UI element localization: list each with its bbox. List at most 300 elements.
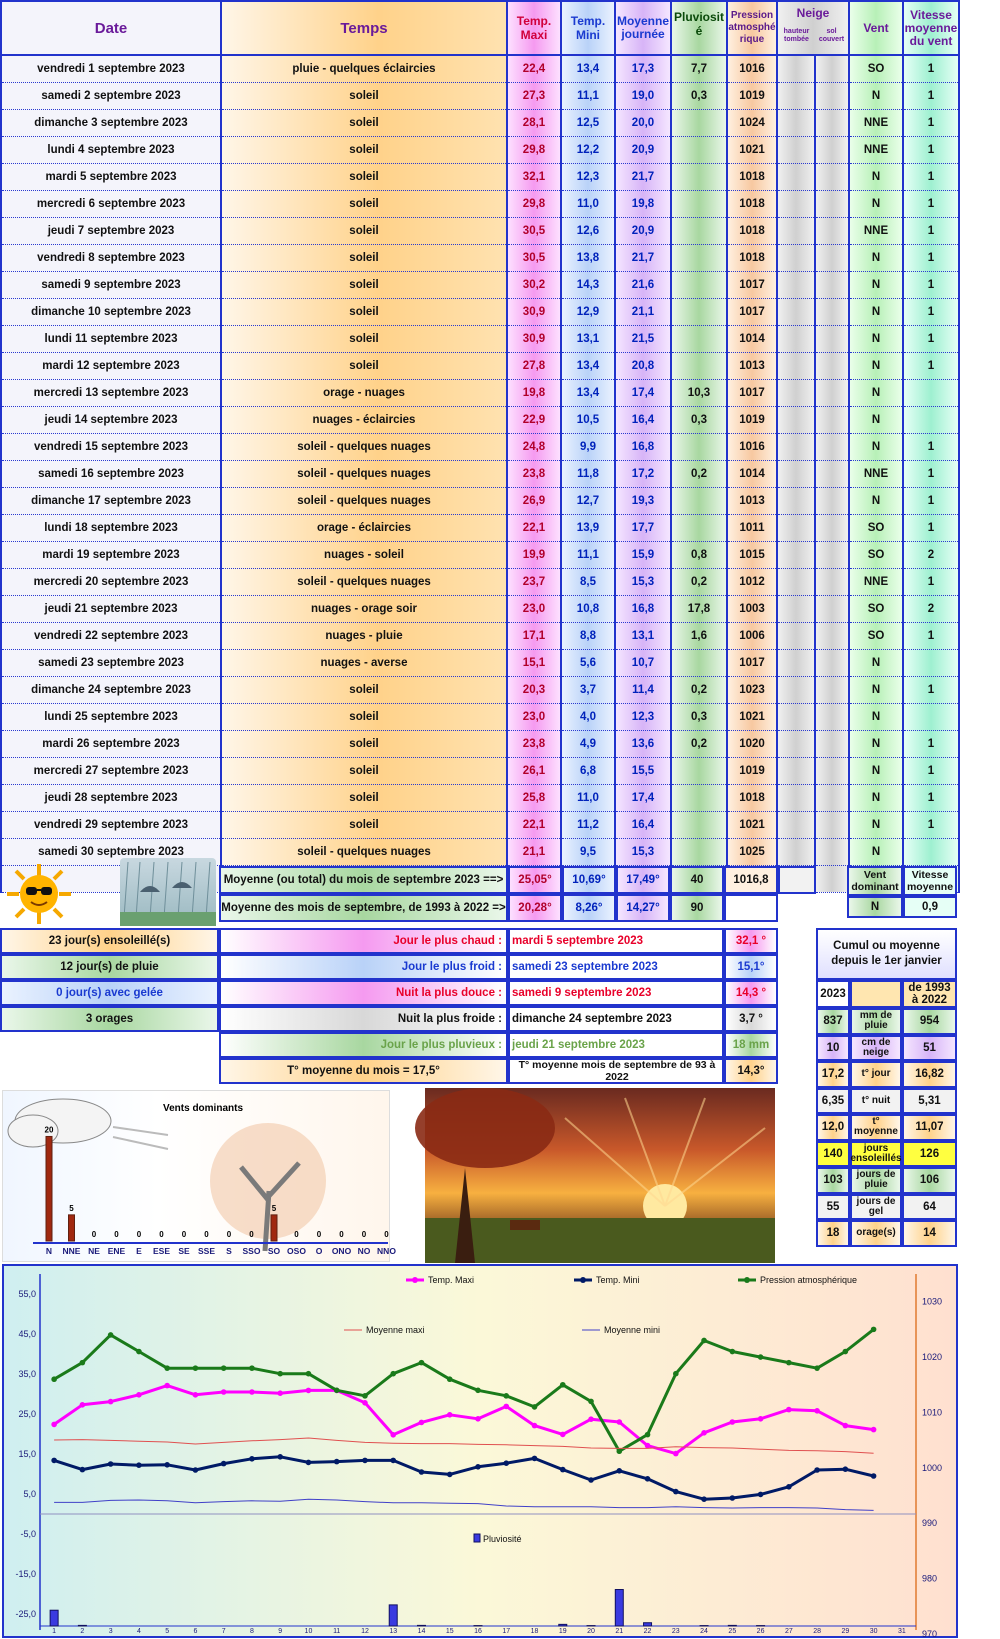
series-point: [164, 1383, 170, 1389]
wind-bar-label: 0: [226, 1230, 232, 1239]
legend-pression-swatch-dot: [744, 1277, 750, 1283]
day-tmin: 11,0: [561, 190, 615, 217]
table-row: [1, 568, 959, 595]
day-press: 1014: [727, 460, 777, 487]
month-tmoy: 17,49°: [616, 866, 670, 894]
month-tmax: 25,05°: [508, 866, 562, 894]
series-point: [560, 1467, 566, 1473]
series-point: [51, 1376, 57, 1382]
day-temps: soleil: [221, 784, 507, 811]
table-row: [1, 730, 959, 757]
cumul-hist-value: 126: [902, 1141, 957, 1168]
day-press: 1018: [727, 784, 777, 811]
day-date: samedi 2 septembre 2023: [1, 82, 221, 109]
day-date: lundi 4 septembre 2023: [1, 136, 221, 163]
series-point: [730, 1349, 736, 1355]
series-point: [362, 1400, 368, 1406]
day-neige-hauteur: [777, 730, 815, 757]
day-tmoy: 19,3: [615, 487, 671, 514]
x-tick-label: 22: [643, 1628, 652, 1635]
day-temps: soleil: [221, 352, 507, 379]
rain-bar: [728, 1625, 736, 1626]
day-tmax: 32,1: [507, 163, 561, 190]
day-vitesse: 1: [903, 271, 959, 298]
day-tmoy: 19,0: [615, 82, 671, 109]
cumul-hist-value: 11,07: [902, 1114, 957, 1141]
table-row: [1, 514, 959, 541]
series-point: [249, 1365, 255, 1371]
right-tick-label: 970: [922, 1629, 938, 1639]
day-neige-hauteur: [777, 406, 815, 433]
rain-bar: [615, 1590, 623, 1626]
day-vitesse: 1: [903, 190, 959, 217]
record-value: 3,7 °: [724, 1006, 778, 1032]
day-tmax: 22,4: [507, 55, 561, 82]
rain-bar: [389, 1605, 397, 1626]
day-date: mercredi 13 septembre 2023: [1, 379, 221, 406]
day-tmoy: 16,8: [615, 433, 671, 460]
day-press: 1021: [727, 136, 777, 163]
day-pluv: [671, 649, 727, 676]
day-temps: soleil: [221, 703, 507, 730]
table-row: [1, 703, 959, 730]
day-temps: soleil: [221, 676, 507, 703]
table-row: [1, 487, 959, 514]
record-label: Jour le plus pluvieux :: [219, 1032, 508, 1058]
day-neige-sol: [815, 217, 849, 244]
day-tmoy: 21,6: [615, 271, 671, 298]
day-pluv: [671, 190, 727, 217]
day-date: mardi 12 septembre 2023: [1, 352, 221, 379]
day-tmin: 3,7: [561, 676, 615, 703]
day-vent: N: [849, 487, 903, 514]
day-tmin: 8,5: [561, 568, 615, 595]
series-point: [306, 1371, 312, 1377]
cumul-title: Cumul ou moyenne depuis le 1er janvier: [816, 928, 957, 980]
day-neige-sol: [815, 595, 849, 622]
record-value: 32,1 °: [724, 928, 778, 954]
series-point: [249, 1456, 255, 1462]
day-press: 1019: [727, 406, 777, 433]
day-tmax: 19,9: [507, 541, 561, 568]
cumul-col-2023: 2023: [816, 980, 850, 1008]
day-vitesse: [903, 838, 959, 865]
day-date: jeudi 14 septembre 2023: [1, 406, 221, 433]
header-neige-sol: sol couvert: [818, 28, 845, 43]
day-neige-sol: [815, 325, 849, 352]
record-label: Jour le plus chaud :: [219, 928, 508, 954]
series-point: [645, 1432, 651, 1438]
day-pluv: [671, 244, 727, 271]
day-tmin: 11,1: [561, 82, 615, 109]
day-neige-sol: [815, 730, 849, 757]
x-tick-label: 18: [530, 1628, 539, 1635]
day-pluv: 0,2: [671, 730, 727, 757]
day-neige-hauteur: [777, 703, 815, 730]
day-vitesse: 1: [903, 55, 959, 82]
x-tick-label: 28: [813, 1628, 821, 1635]
series-point: [730, 1495, 736, 1501]
wind-bar-label: 0: [249, 1230, 254, 1239]
series-point: [814, 1408, 820, 1414]
day-pluv: [671, 811, 727, 838]
series-line: [54, 1499, 874, 1510]
cumul-label: t° moyenne: [850, 1114, 902, 1141]
x-tick-label: 31: [897, 1628, 906, 1635]
day-temps: soleil: [221, 109, 507, 136]
day-tmin: 9,9: [561, 433, 615, 460]
day-date: mercredi 6 septembre 2023: [1, 190, 221, 217]
day-date: vendredi 15 septembre 2023: [1, 433, 221, 460]
legend-tmin-swatch-dot: [580, 1277, 586, 1283]
cumul-label: mm de pluie: [850, 1008, 902, 1035]
series-point: [588, 1416, 594, 1422]
day-tmin: 8,8: [561, 622, 615, 649]
count-frost: 0 jour(s) avec gelée: [0, 980, 219, 1006]
cloud-face-icon: [8, 1099, 168, 1149]
wind-tick-label: O: [315, 1246, 323, 1256]
day-vent: N: [849, 703, 903, 730]
series-point: [334, 1388, 340, 1394]
table-row: [1, 163, 959, 190]
day-date: vendredi 22 septembre 2023: [1, 622, 221, 649]
day-tmoy: 20,9: [615, 136, 671, 163]
day-tmoy: 11,4: [615, 676, 671, 703]
day-pluv: [671, 433, 727, 460]
day-press: 1023: [727, 676, 777, 703]
day-neige-sol: [815, 649, 849, 676]
table-row: [1, 541, 959, 568]
day-tmoy: 17,4: [615, 379, 671, 406]
table-row: [1, 244, 959, 271]
day-neige-hauteur: [777, 811, 815, 838]
day-neige-sol: [815, 784, 849, 811]
day-tmoy: 12,3: [615, 703, 671, 730]
day-date: jeudi 7 septembre 2023: [1, 217, 221, 244]
day-temps: soleil: [221, 136, 507, 163]
legend-pluviosite: Pluviosité: [483, 1534, 522, 1544]
day-pluv: 0,3: [671, 703, 727, 730]
day-tmax: 22,9: [507, 406, 561, 433]
wind-tick-label: ONO: [331, 1246, 352, 1256]
day-tmin: 13,1: [561, 325, 615, 352]
day-date: samedi 9 septembre 2023: [1, 271, 221, 298]
rain-bar: [417, 1625, 425, 1626]
day-date: vendredi 29 septembre 2023: [1, 811, 221, 838]
day-date: lundi 18 septembre 2023: [1, 514, 221, 541]
day-vent: N: [849, 352, 903, 379]
day-neige-sol: [815, 244, 849, 271]
table-row: [1, 757, 959, 784]
wind-bar-label: 5: [69, 1203, 74, 1213]
x-tick-label: 7: [221, 1628, 226, 1635]
day-neige-hauteur: [777, 109, 815, 136]
legend-moy-maxi: Moyenne maxi: [366, 1325, 425, 1335]
series-point: [560, 1432, 566, 1438]
wind-bar-label: 0: [91, 1230, 97, 1239]
day-vent: SO: [849, 622, 903, 649]
day-tmax: 29,8: [507, 136, 561, 163]
day-neige-hauteur: [777, 352, 815, 379]
table-row: [1, 649, 959, 676]
day-pluv: [671, 757, 727, 784]
day-tmax: 24,8: [507, 433, 561, 460]
day-vent: N: [849, 649, 903, 676]
left-tick-label: 25,0: [18, 1409, 36, 1419]
day-tmin: 12,3: [561, 163, 615, 190]
hist-tmin: 8,26°: [562, 894, 616, 922]
x-tick-label: 15: [445, 1628, 454, 1635]
wind-tick-label: ENE: [107, 1246, 126, 1256]
day-press: 1017: [727, 271, 777, 298]
series-point: [503, 1393, 509, 1399]
day-tmax: 23,7: [507, 568, 561, 595]
day-tmax: 28,1: [507, 109, 561, 136]
day-date: samedi 30 septembre 2023: [1, 838, 221, 865]
series-point: [871, 1427, 877, 1433]
record-value: 18 mm: [724, 1032, 778, 1058]
hist-summary-label: Moyenne des mois de septembre, de 1993 à 2022 =>: [219, 894, 508, 922]
day-vent: NNE: [849, 109, 903, 136]
table-header: [1, 1, 959, 55]
cumul-2023-value: 6,35: [816, 1088, 850, 1115]
cumul-label: cm de neige: [850, 1035, 902, 1062]
day-tmin: 4,9: [561, 730, 615, 757]
series-point: [447, 1376, 453, 1382]
day-temps: nuages - éclaircies: [221, 406, 507, 433]
day-tmax: 22,1: [507, 514, 561, 541]
day-pluv: [671, 109, 727, 136]
series-point: [447, 1472, 453, 1478]
day-tmin: 11,2: [561, 811, 615, 838]
day-neige-sol: [815, 109, 849, 136]
cumul-label: t° nuit: [850, 1088, 902, 1115]
series-point: [221, 1461, 227, 1467]
table-row: [1, 217, 959, 244]
series-point: [362, 1458, 368, 1464]
day-vent: N: [849, 244, 903, 271]
cumul-2023-value: 837: [816, 1008, 850, 1035]
rain-bar: [559, 1624, 567, 1626]
day-tmax: 27,8: [507, 352, 561, 379]
day-vent: N: [849, 325, 903, 352]
day-tmoy: 16,4: [615, 811, 671, 838]
cumul-2023-value: 18: [816, 1220, 850, 1247]
day-pluv: 0,2: [671, 460, 727, 487]
vent-dominant-value: N: [847, 896, 903, 918]
day-vent: NNE: [849, 217, 903, 244]
day-vent: SO: [849, 55, 903, 82]
day-neige-hauteur: [777, 838, 815, 865]
day-tmin: 11,0: [561, 784, 615, 811]
x-tick-label: 11: [333, 1628, 341, 1635]
day-temps: nuages - orage soir: [221, 595, 507, 622]
day-temps: soleil: [221, 244, 507, 271]
day-vitesse: 1: [903, 163, 959, 190]
day-vitesse: 1: [903, 757, 959, 784]
legend-tmin: Temp. Mini: [596, 1275, 640, 1285]
series-point: [108, 1461, 114, 1467]
cumul-2023-value: 103: [816, 1167, 850, 1194]
series-point: [51, 1458, 57, 1464]
day-temps: soleil: [221, 730, 507, 757]
x-tick-label: 16: [474, 1628, 482, 1635]
header-date: Date: [1, 1, 221, 55]
day-neige-sol: [815, 676, 849, 703]
vitesse-moyenne-value: 0,9: [903, 896, 957, 918]
day-vent: N: [849, 676, 903, 703]
day-tmax: 26,1: [507, 757, 561, 784]
series-point: [871, 1473, 877, 1479]
series-point: [616, 1448, 622, 1454]
table-row: [1, 460, 959, 487]
legend-moy-mini: Moyenne mini: [604, 1325, 661, 1335]
series-point: [362, 1393, 368, 1399]
day-press: 1025: [727, 838, 777, 865]
day-pluv: [671, 217, 727, 244]
day-press: 1021: [727, 703, 777, 730]
header-tmin: Temp. Mini: [561, 1, 615, 55]
day-tmin: 13,8: [561, 244, 615, 271]
vitesse-moyenne-label: Vitesse moyenne: [903, 866, 957, 896]
day-pluv: [671, 271, 727, 298]
table-row: [1, 622, 959, 649]
day-tmin: 14,3: [561, 271, 615, 298]
month-tmin: 10,69°: [562, 866, 616, 894]
day-tmoy: 13,6: [615, 730, 671, 757]
day-press: 1016: [727, 433, 777, 460]
x-tick-label: 5: [165, 1628, 170, 1635]
series-point: [390, 1432, 396, 1438]
day-vitesse: 1: [903, 460, 959, 487]
day-vitesse: 1: [903, 487, 959, 514]
record-date: samedi 23 septembre 2023: [508, 954, 724, 980]
day-neige-hauteur: [777, 379, 815, 406]
table-row: [1, 352, 959, 379]
series-point: [475, 1388, 481, 1394]
main-chart: [2, 1264, 958, 1638]
day-date: lundi 11 septembre 2023: [1, 325, 221, 352]
day-tmoy: 10,7: [615, 649, 671, 676]
series-point: [277, 1371, 283, 1377]
day-press: 1020: [727, 730, 777, 757]
series-point: [306, 1388, 312, 1394]
series-point: [193, 1467, 199, 1473]
day-tmoy: 21,7: [615, 244, 671, 271]
day-temps: soleil: [221, 325, 507, 352]
series-point: [532, 1404, 538, 1410]
day-neige-sol: [815, 838, 849, 865]
day-neige-sol: [815, 865, 849, 892]
x-tick-label: 12: [361, 1628, 369, 1635]
record-label: Nuit la plus douce :: [219, 980, 508, 1006]
table-row: [1, 55, 959, 82]
series-point: [419, 1420, 425, 1426]
x-tick-label: 2: [80, 1628, 85, 1635]
series-point: [108, 1332, 114, 1338]
count-rain: 12 jour(s) de pluie: [0, 954, 219, 980]
day-press: 1018: [727, 163, 777, 190]
x-tick-label: 21: [615, 1628, 624, 1635]
wind-bar-label: 20: [44, 1125, 54, 1135]
day-vitesse: 2: [903, 541, 959, 568]
day-vent: NNE: [849, 460, 903, 487]
day-pluv: 0,3: [671, 406, 727, 433]
day-temps: orage - éclaircies: [221, 514, 507, 541]
day-press: 1012: [727, 568, 777, 595]
day-tmax: 23,0: [507, 703, 561, 730]
day-tmax: 30,5: [507, 244, 561, 271]
day-temps: soleil: [221, 163, 507, 190]
wind-bar-label: 5: [271, 1203, 277, 1213]
right-tick-label: 980: [922, 1573, 938, 1584]
day-temps: soleil: [221, 190, 507, 217]
day-press: 1011: [727, 514, 777, 541]
day-vitesse: [903, 379, 959, 406]
day-vent: SO: [849, 595, 903, 622]
series-point: [758, 1492, 764, 1498]
hist-tmax: 20,28°: [508, 894, 562, 922]
day-neige-sol: [815, 514, 849, 541]
day-tmax: 30,2: [507, 271, 561, 298]
series-point: [193, 1365, 199, 1371]
right-tick-label: 990: [922, 1518, 938, 1529]
day-neige-hauteur: [777, 244, 815, 271]
month-summary-label: Moyenne (ou total) du mois de septembre 2023 ==>: [219, 866, 508, 894]
series-point: [616, 1419, 622, 1425]
day-pluv: 0,2: [671, 676, 727, 703]
cumul-hist-value: 16,82: [902, 1061, 957, 1088]
day-neige-hauteur: [777, 190, 815, 217]
day-neige-sol: [815, 352, 849, 379]
day-vitesse: 1: [903, 811, 959, 838]
day-tmin: 12,5: [561, 109, 615, 136]
left-tick-label: 45,0: [18, 1329, 36, 1339]
x-tick-label: 3: [108, 1628, 113, 1635]
series-point: [164, 1365, 170, 1371]
series-point: [645, 1476, 651, 1482]
wind-lines: [113, 1127, 168, 1149]
series-point: [390, 1458, 396, 1464]
series-point: [786, 1407, 792, 1413]
day-vitesse: 1: [903, 676, 959, 703]
wind-tick-label: E: [136, 1246, 142, 1256]
series-point: [193, 1392, 199, 1398]
series-point: [249, 1389, 255, 1395]
day-neige-hauteur: [777, 217, 815, 244]
rain-bar: [644, 1623, 652, 1626]
cumul-label: jours ensoleillés: [850, 1141, 902, 1168]
day-neige-sol: [815, 622, 849, 649]
day-pluv: [671, 352, 727, 379]
series-point: [786, 1360, 792, 1366]
record-date: dimanche 24 septembre 2023: [508, 1006, 724, 1032]
day-pluv: 1,6: [671, 622, 727, 649]
series-point: [645, 1443, 651, 1449]
table-row: [1, 136, 959, 163]
series-point: [277, 1454, 283, 1460]
day-vent: N: [849, 82, 903, 109]
day-tmin: 13,4: [561, 352, 615, 379]
legend-tmax-swatch-dot: [412, 1277, 418, 1283]
day-neige-hauteur: [777, 460, 815, 487]
cumul-hist-value: 14: [902, 1220, 957, 1247]
main-chart-svg: [4, 1266, 956, 1639]
day-tmin: 13,4: [561, 379, 615, 406]
day-date: mercredi 20 septembre 2023: [1, 568, 221, 595]
day-pluv: [671, 487, 727, 514]
day-press: 1019: [727, 82, 777, 109]
